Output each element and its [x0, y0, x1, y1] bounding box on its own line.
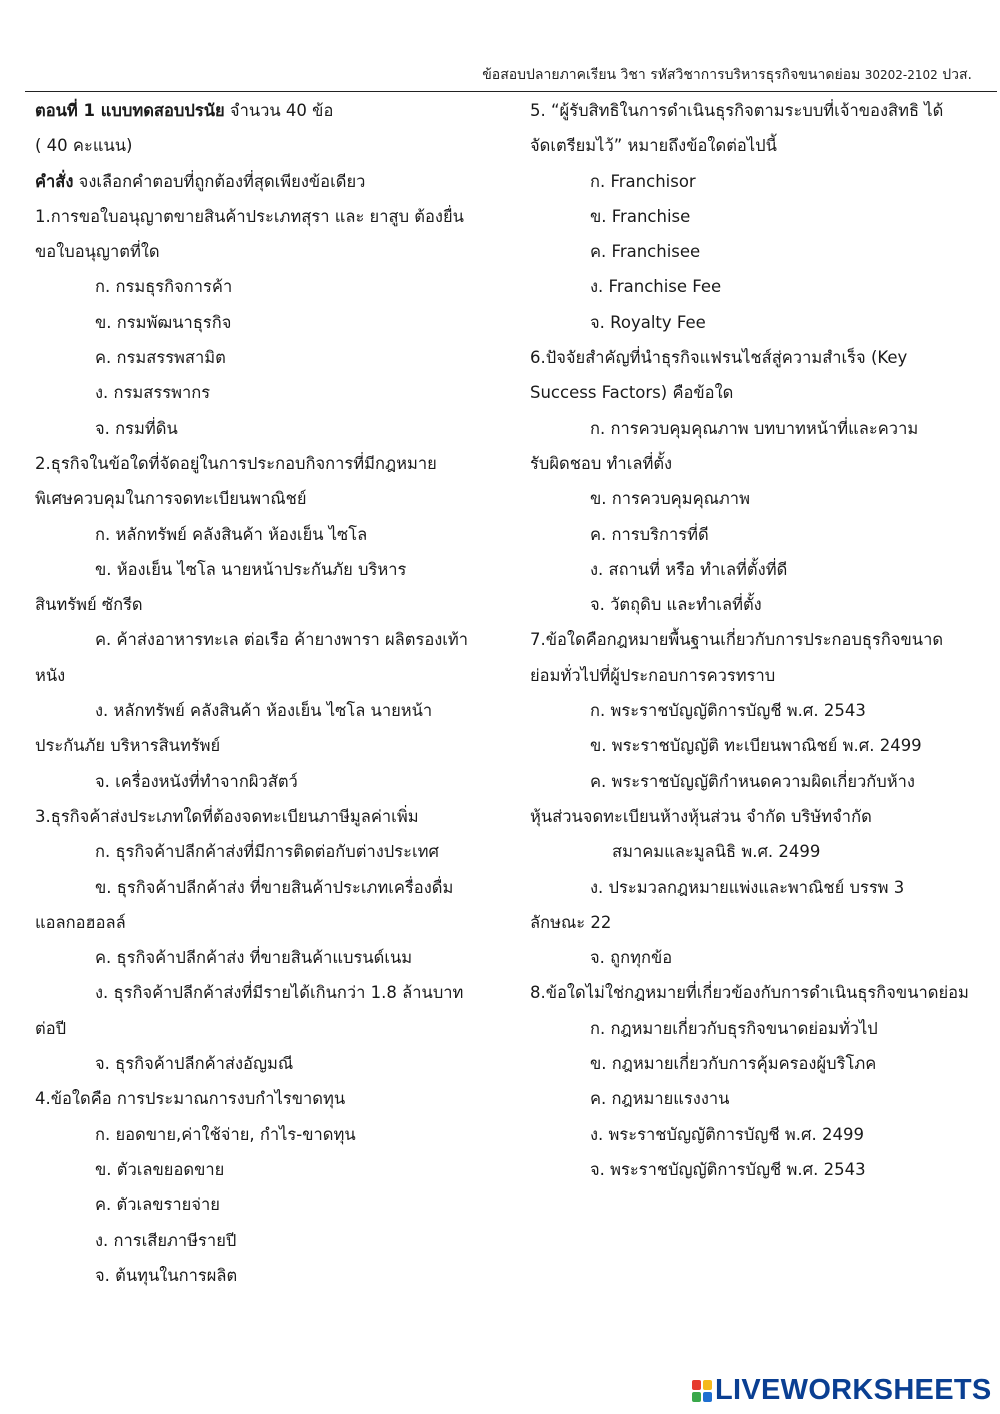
option-label: ค. พระราชบัญญัติกำหนดความผิดเกี่ยวกับห้าง — [590, 771, 915, 791]
option-continuation: หุ้นส่วนจดทะเบียนห้างหุ้นส่วน จำกัด บริษัทจำกัด — [530, 806, 872, 826]
answer-option[interactable] — [530, 269, 970, 304]
answer-option[interactable] — [35, 305, 485, 340]
answer-option[interactable] — [35, 340, 485, 375]
part-heading — [35, 93, 485, 128]
answer-option[interactable] — [530, 693, 970, 728]
answer-option[interactable] — [35, 870, 485, 941]
answer-option[interactable] — [35, 1117, 485, 1152]
option-continuation: สมาคมและมูลนิธิ พ.ศ. 2499 — [612, 842, 821, 862]
option-label: ก. พระราชบัญญัติการบัญชี พ.ศ. 2543 — [590, 701, 866, 721]
logo-text: LIVEWORKSHEETS — [715, 1374, 992, 1406]
option-label: ง. พระราชบัญญัติการบัญชี พ.ศ. 2499 — [590, 1124, 864, 1144]
answer-option[interactable] — [35, 834, 485, 869]
header-divider — [25, 91, 997, 92]
question-3 — [35, 799, 485, 1081]
answer-option[interactable] — [35, 975, 485, 1046]
option-label: ก. กฎหมายเกี่ยวกับธุรกิจขนาดย่อมทั่วไป — [590, 1018, 878, 1038]
option-label: ก. Franchisor — [590, 171, 696, 191]
option-continuation: หนัง — [35, 665, 66, 685]
option-label: ก. กรมธุรกิจการค้า — [95, 277, 233, 297]
option-label: ง. ประมวลกฎหมายแพ่งและพาณิชย์ บรรพ 3 — [590, 877, 905, 897]
option-label: จ. ต้นทุนในการผลิต — [95, 1265, 238, 1285]
option-label: ค. ธุรกิจค้าปลีกค้าส่ง ที่ขายสินค้าแบรนด์เนม — [95, 948, 413, 968]
question-text-line: 8.ข้อใดไม่ใช่กฎหมายที่เกี่ยวข้องกับการดำเนินธุรกิจขนาดย่อม — [530, 983, 969, 1003]
logo-icon — [692, 1380, 712, 1402]
answer-option[interactable] — [530, 481, 970, 516]
question-text-line: 1.การขอใบอนุญาตขายสินค้าประเภทสุรา และ ยาสูบ ต้องยื่น — [35, 206, 464, 226]
liveworksheets-logo — [692, 1374, 992, 1407]
answer-option[interactable] — [35, 375, 485, 410]
right-column — [530, 93, 970, 1187]
option-label: จ. พระราชบัญญัติการบัญชี พ.ศ. 2543 — [590, 1159, 866, 1179]
question-6 — [530, 340, 970, 622]
option-label: จ. วัตถุดิบ และทำเลที่ตั้ง — [590, 595, 762, 615]
answer-option[interactable] — [530, 411, 970, 482]
option-label: ง. หลักทรัพย์ คลังสินค้า ห้องเย็น ไซโล นายหน้า — [95, 701, 433, 721]
option-label: ข. ตัวเลขยอดขาย — [95, 1159, 225, 1179]
option-label: ข. กรมพัฒนาธุรกิจ — [95, 312, 232, 332]
answer-option[interactable] — [530, 728, 970, 763]
question-text-line: Success Factors) คือข้อใด — [530, 383, 734, 403]
answer-option[interactable] — [35, 269, 485, 304]
answer-option[interactable] — [35, 1187, 485, 1222]
option-label: จ. ถูกทุกข้อ — [590, 948, 673, 968]
option-label: จ. เครื่องหนังที่ทำจากผิวสัตว์ — [95, 771, 298, 791]
answer-option[interactable] — [530, 940, 970, 975]
answer-option[interactable] — [530, 1011, 970, 1046]
answer-option[interactable] — [530, 517, 970, 552]
question-8 — [530, 975, 970, 1187]
question-text-line: จัดเตรียมไว้” หมายถึงข้อใดต่อไปนี้ — [530, 136, 777, 156]
option-label: ค. กรมสรรพสามิต — [95, 348, 226, 368]
option-label: ข. พระราชบัญญัติ ทะเบียนพาณิชย์ พ.ศ. 2499 — [590, 736, 922, 756]
option-label: ค. ค้าส่งอาหารทะเล ต่อเรือ ค้ายางพารา ผลิตรองเท้า — [95, 630, 469, 650]
header-course-code: 30202-2102 — [864, 68, 938, 82]
answer-option[interactable] — [530, 1081, 970, 1116]
option-label: จ. กรมที่ดิน — [95, 418, 178, 438]
answer-option[interactable] — [530, 305, 970, 340]
answer-option[interactable] — [35, 1046, 485, 1081]
answer-option[interactable] — [35, 1223, 485, 1258]
answer-option[interactable] — [35, 764, 485, 799]
answer-option[interactable] — [530, 234, 970, 269]
question-7 — [530, 622, 970, 975]
option-label: จ. ธุรกิจค้าปลีกค้าส่งอัญมณี — [95, 1054, 294, 1074]
instruction-text: จงเลือกคำตอบที่ถูกต้องที่สุดเพียงข้อเดียว — [73, 171, 366, 191]
option-continuation: ต่อปี — [35, 1018, 67, 1038]
answer-option[interactable] — [530, 1152, 970, 1187]
instruction — [35, 164, 485, 199]
header-title: ข้อสอบปลายภาคเรียน วิชา รหัสวิชาการบริหารธุรกิจขนาดย่อม — [482, 67, 861, 83]
answer-option[interactable] — [530, 164, 970, 199]
answer-option[interactable] — [35, 1258, 485, 1293]
option-continuation: รับผิดชอบ ทำเลที่ตั้ง — [530, 453, 673, 473]
option-label: ก. ธุรกิจค้าปลีกค้าส่งที่มีการติดต่อกับต่างประเทศ — [95, 842, 439, 862]
option-continuation: ประกันภัย บริหารสินทรัพย์ — [35, 736, 221, 756]
page-header — [482, 64, 972, 86]
question-text-line: 5. “ผู้รับสิทธิในการดำเนินธุรกิจตามระบบที่เจ้าของสิทธิ ได้ — [530, 101, 944, 120]
question-2 — [35, 446, 485, 799]
question-text-line: 3.ธุรกิจค้าส่งประเภทใดที่ต้องจดทะเบียนภาษีมูลค่าเพิ่ม — [35, 806, 419, 826]
option-label: ค. Franchisee — [590, 242, 701, 262]
question-4 — [35, 1081, 485, 1293]
option-label: ค. การบริการที่ดี — [590, 524, 709, 544]
option-label: ง. สถานที่ หรือ ทำเลที่ตั้งที่ดี — [590, 559, 788, 579]
option-label: ก. หลักทรัพย์ คลังสินค้า ห้องเย็น ไซโล — [95, 524, 368, 544]
option-continuation: ลักษณะ 22 — [530, 912, 612, 932]
option-label: ข. ธุรกิจค้าปลีกค้าส่ง ที่ขายสินค้าประเภทเครื่องดื่ม — [95, 877, 454, 897]
question-1 — [35, 199, 485, 446]
header-level: ปวส. — [942, 67, 972, 83]
option-label: ข. กฎหมายเกี่ยวกับการคุ้มครองผู้บริโภค — [590, 1054, 877, 1074]
answer-option[interactable] — [530, 1117, 970, 1152]
answer-option[interactable] — [530, 552, 970, 587]
logo-square-red — [692, 1380, 701, 1390]
option-label: ข. ห้องเย็น ไซโล นายหน้าประกันภัย บริหาร — [95, 559, 407, 579]
answer-option[interactable] — [35, 940, 485, 975]
option-label: ง. ธุรกิจค้าปลีกค้าส่งที่มีรายได้เกินกว่า 1.8 ล้านบาท — [95, 983, 464, 1003]
answer-option[interactable] — [35, 411, 485, 446]
answer-option[interactable] — [530, 764, 970, 870]
points-label: ( 40 คะแนน) — [35, 136, 133, 156]
question-text-line: พิเศษควบคุมในการจดทะเบียนพาณิชย์ — [35, 489, 307, 509]
answer-option[interactable] — [35, 693, 485, 764]
option-label: ค. ตัวเลขรายจ่าย — [95, 1195, 220, 1215]
answer-option[interactable] — [35, 622, 485, 693]
option-label: ก. ยอดขาย,ค่าใช้จ่าย, กำไร-ขาดทุน — [95, 1124, 356, 1144]
option-label: ง. การเสียภาษีรายปี — [95, 1230, 237, 1250]
question-text-line: 6.ปัจจัยสำคัญที่นำธุรกิจแฟรนไชส์สู่ความสำเร็จ (Key — [530, 348, 908, 368]
logo-square-yellow — [703, 1380, 712, 1390]
option-label: จ. Royalty Fee — [590, 312, 706, 332]
option-label: ค. กฎหมายแรงงาน — [590, 1089, 730, 1109]
option-label: ง. กรมสรรพากร — [95, 383, 211, 403]
left-column — [35, 93, 485, 1293]
answer-option[interactable] — [35, 517, 485, 552]
answer-option[interactable] — [530, 870, 970, 941]
option-label: ข. Franchise — [590, 206, 691, 226]
question-5 — [530, 93, 970, 340]
option-continuation: แอลกอฮอลล์ — [35, 912, 126, 932]
logo-square-green — [692, 1392, 701, 1402]
answer-option[interactable] — [530, 199, 970, 234]
instruction-label: คำสั่ง — [35, 171, 74, 191]
part-label: ตอนที่ 1 แบบทดสอบปรนัย — [35, 101, 225, 120]
option-label: ก. การควบคุมคุณภาพ บทบาทหน้าที่และความ — [590, 418, 919, 438]
question-text-line: 7.ข้อใดคือกฎหมายพื้นฐานเกี่ยวกับการประกอบธุรกิจขนาด — [530, 630, 944, 650]
option-label: ง. Franchise Fee — [590, 277, 722, 297]
answer-option[interactable] — [530, 587, 970, 622]
question-text-line: 4.ข้อใดคือ การประมาณการงบกำไรขาดทุน — [35, 1089, 346, 1109]
part-count: จำนวน 40 ข้อ — [224, 101, 334, 120]
answer-option[interactable] — [530, 1046, 970, 1081]
option-continuation: สินทรัพย์ ซักรีด — [35, 595, 143, 615]
logo-square-blue — [703, 1392, 712, 1402]
question-text-line: 2.ธุรกิจในข้อใดที่จัดอยู่ในการประกอบกิจการที่มีกฎหมาย — [35, 453, 437, 473]
option-label: ข. การควบคุมคุณภาพ — [590, 489, 750, 509]
answer-option[interactable] — [35, 1152, 485, 1187]
question-text-line: ย่อมทั่วไปที่ผู้ประกอบการควรทราบ — [530, 665, 776, 685]
answer-option[interactable] — [35, 552, 485, 623]
question-text-line: ขอใบอนุญาตที่ใด — [35, 242, 160, 262]
